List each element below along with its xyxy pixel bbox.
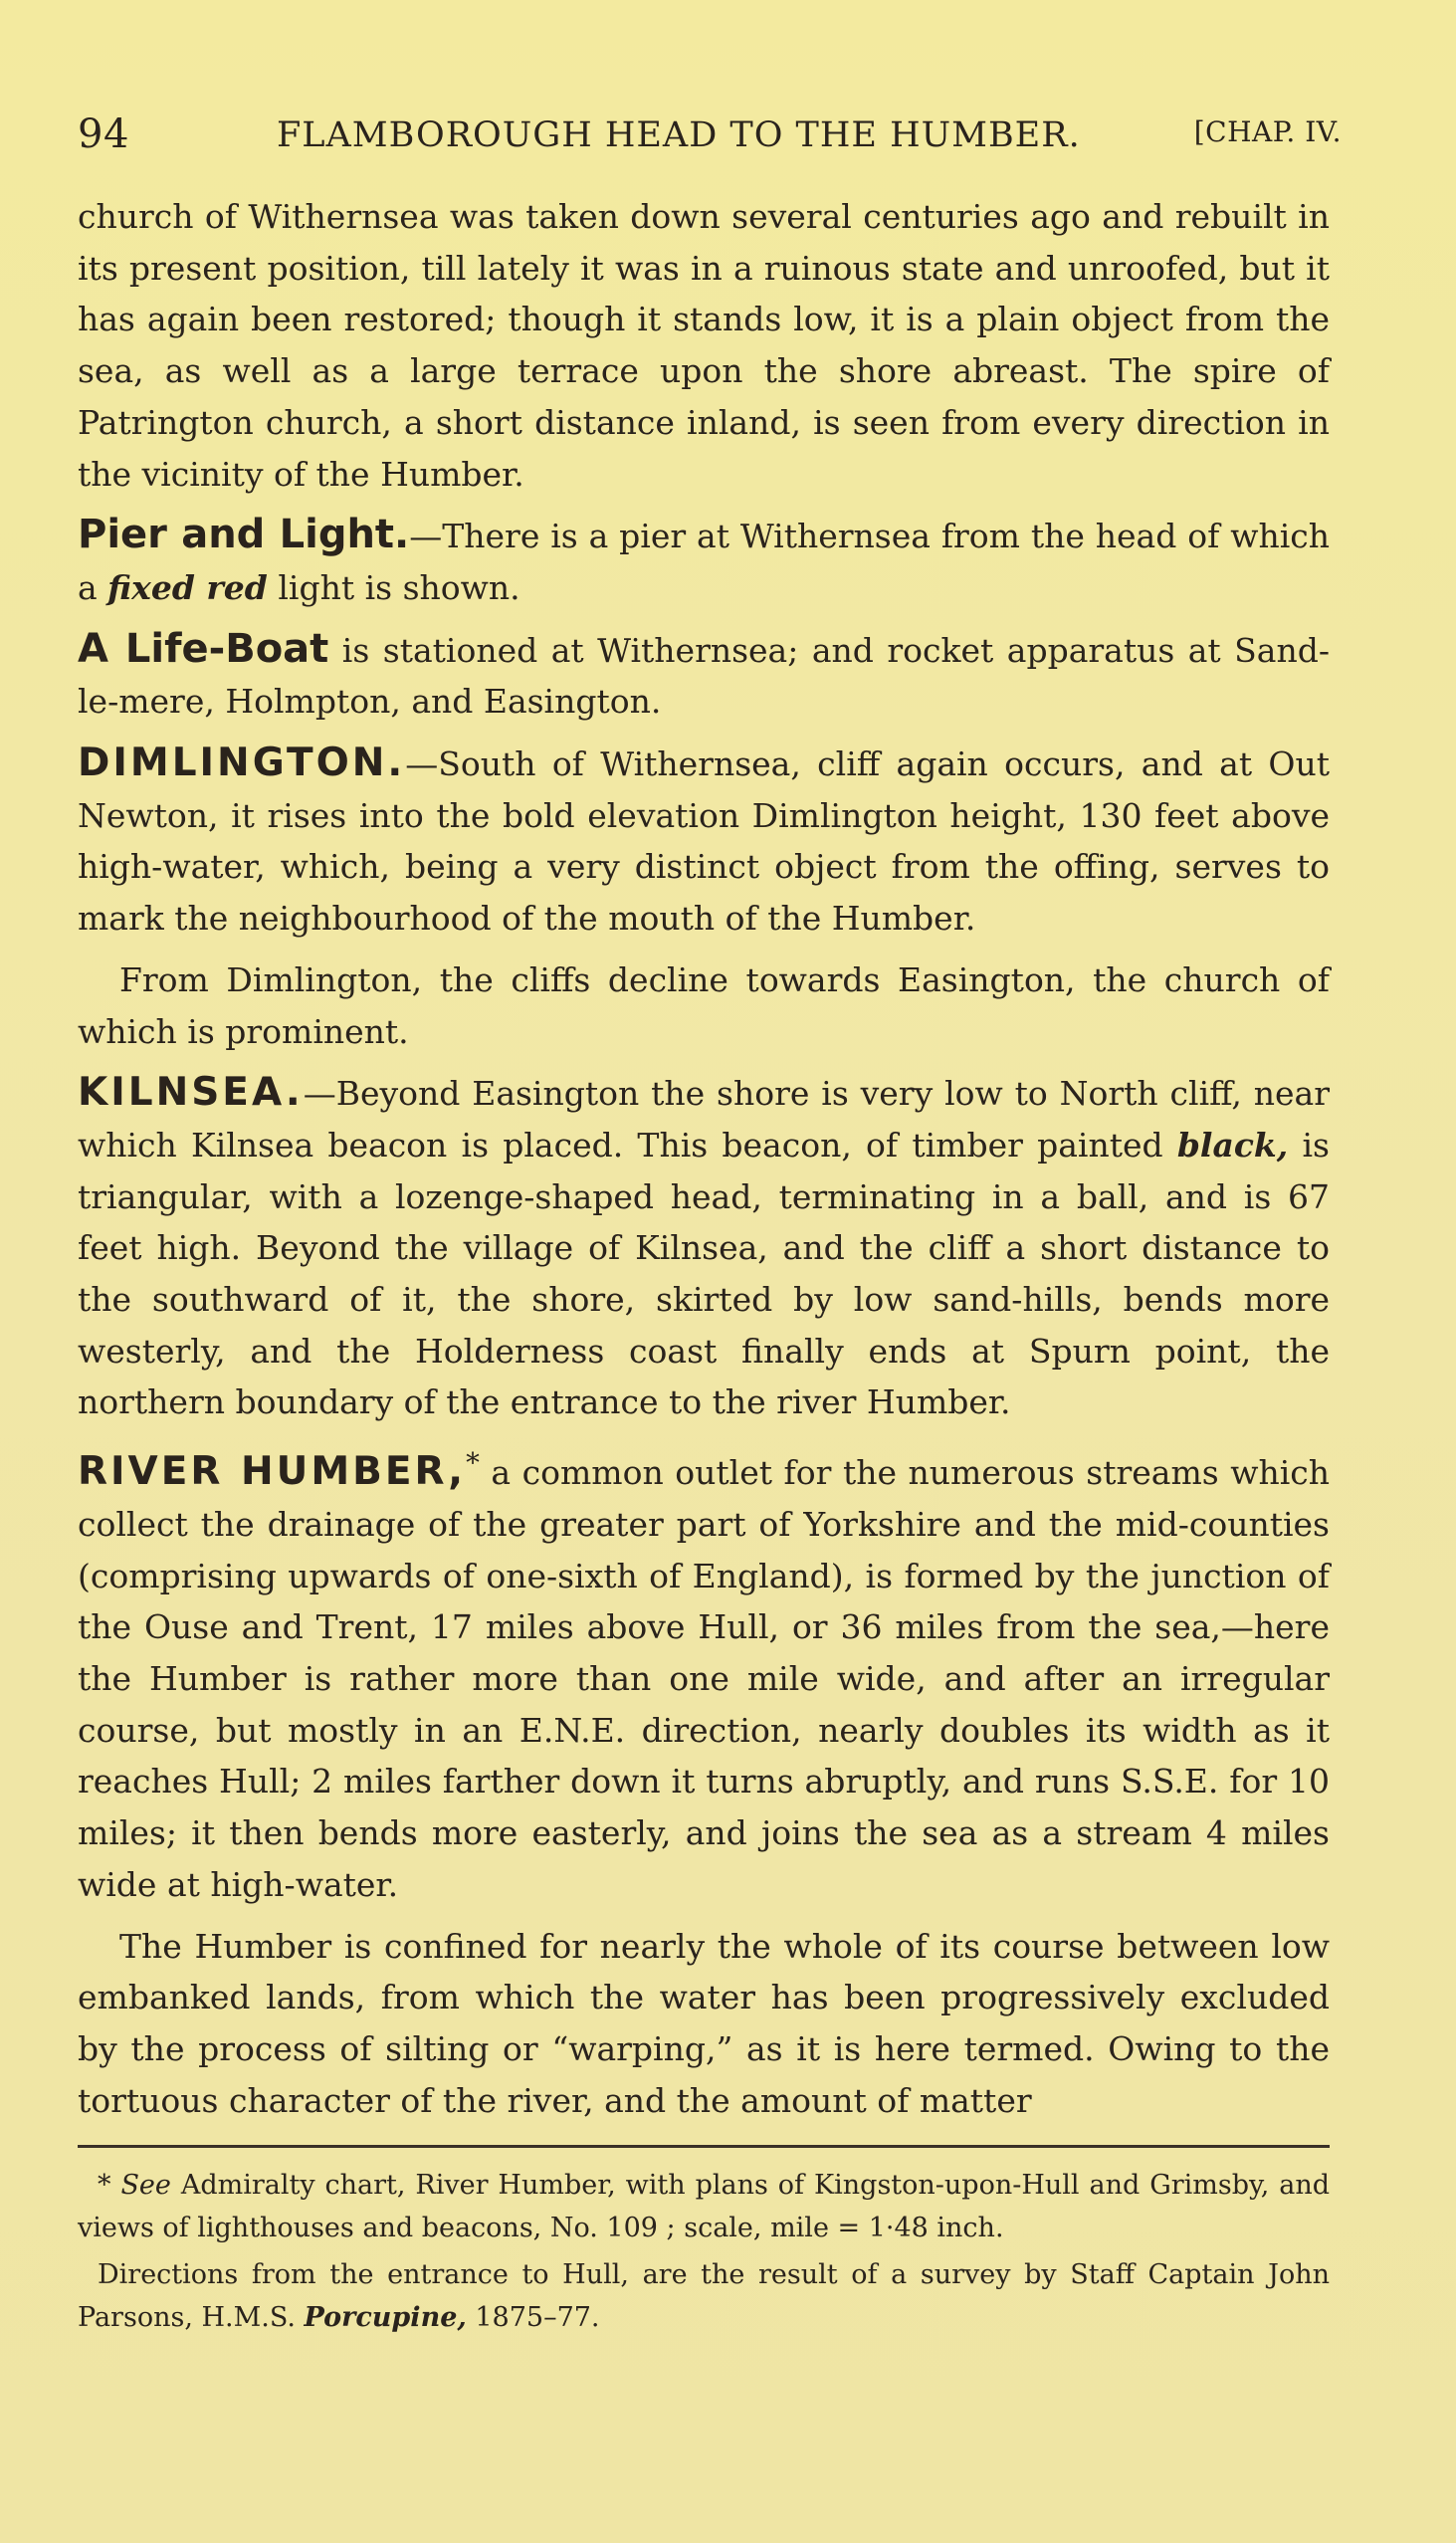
footnote-text: Directions from the entrance to Hull, are the result of a survey by Staff Captain John Parsons, H.M.S. — [78, 2259, 1330, 2333]
section-heading-pier-and-light: Pier and Light. — [78, 512, 410, 558]
paragraph-pier-and-light — [78, 510, 1330, 613]
footnote-reference[interactable]: * — [466, 1447, 480, 1480]
footnote-text: 1875–77. — [466, 2302, 600, 2333]
paragraph-text: —South of Withernsea, cliff again occurs, and at Out Newton, it rises into the bold elevation Dimlington height, 130 feet above high-water, which, being a very distinct object from the offing, serves to mark the neighbourhood of the mouth of the Humber. — [78, 744, 1330, 939]
footnote-ship-name: Porcupine, — [304, 2302, 467, 2333]
page-number: 94 — [78, 111, 129, 157]
paragraph-easington — [78, 954, 1330, 1057]
section-heading-kilnsea: KILNSEA. — [78, 1070, 304, 1116]
paragraph-kilnsea — [78, 1067, 1330, 1428]
paragraph-text: The Humber is confined for nearly the whole of its course between low embanked lands, from which the water has been progressively excluded by the process of silting or “warping,” as it is here termed. Owing to the tortuous character of the river, and the amount of matter — [78, 1926, 1330, 2120]
paragraph-humber-course — [78, 1921, 1330, 2127]
paragraph-dimlington — [78, 738, 1330, 945]
section-heading-dimlington: DIMLINGTON. — [78, 741, 406, 786]
section-heading-river-humber: RIVER HUMBER, — [78, 1449, 467, 1495]
emphasis-fixed-red: fixed red — [107, 567, 268, 607]
paragraph-river-humber — [78, 1438, 1330, 1910]
paragraph-text: light is shown. — [267, 567, 520, 607]
emphasis-black: black, — [1176, 1125, 1289, 1165]
footnote-text: Admiralty chart, River Humber, with plans of Kingston-upon-Hull and Grimsby, and views of lighthouses and beacons, No. 109 ; scale, mile = 1·48 inch. — [78, 2170, 1330, 2243]
footnote-see: See — [120, 2170, 171, 2201]
running-header — [78, 111, 1342, 161]
chapter-label: [CHAP. IV. — [1193, 115, 1342, 148]
section-heading-life-boat: A Life-Boat — [78, 625, 329, 672]
footnote-line — [78, 2164, 1330, 2249]
paragraph-text: a common outlet for the numerous streams which collect the drainage of the greater part of Yorkshire and the mid-counties (comprising upwards of one-sixth of England), is formed by the junction of the Ouse and Trent, 17 miles above Hull, or 36 miles from the sea,—here the Humber is rather more than one mile wide, and after an irregular course, but mostly in an E.N.E. direction, nearly doubles its width as it reaches Hull; 2 miles farther down it turns abruptly, and runs S.S.E. for 10 miles; it then bends more easterly, and joins the sea as a stream 4 miles wide at high-water. — [78, 1453, 1331, 1904]
footnote-mark: * — [98, 2170, 121, 2201]
paragraph-life-boat — [78, 624, 1330, 728]
paragraph-text: is stationed at Withernsea; and rocket apparatus at Sand-le-mere, Holmpton, and Easington. — [78, 630, 1330, 722]
paragraph-text: —Beyond Easington the shore is very low to North cliff, near which Kilnsea beacon is placed. This beacon, of timber painted — [78, 1074, 1330, 1165]
paragraph-text: From Dimlington, the cliffs decline towards Easington, the church of which is prominent. — [78, 959, 1330, 1051]
footnote-divider — [78, 2145, 1330, 2148]
page-body — [78, 191, 1330, 2136]
footnote-line — [78, 2253, 1330, 2339]
paragraph-text: is triangular, with a lozenge-shaped head, terminating in a ball, and is 67 feet high. Beyond the village of Kilnsea, and the cliff a short distance to the southward of it, the shore, skirted by low sand-hills, bends more westerly, and the Holderness coast finally ends at Spurn point, the northern boundary of the entrance to the river Humber. — [78, 1125, 1330, 1422]
running-title: FLAMBOROUGH HEAD TO THE HUMBER. — [277, 115, 1081, 155]
paragraph-text: —There is a pier at Withernsea from the head of which a — [78, 517, 1330, 607]
paragraph-withernsea-church — [78, 191, 1330, 500]
paragraph-text: church of Withernsea was taken down several centuries ago and rebuilt in its present position, till lately it was in a ruinous state and unroofed, but it has again been restored; though it stands low, it is a plain object from the sea, as well as a large terrace upon the shore abreast. The spire of Patrington church, a short distance inland, is seen from every direction in the vicinity of the Humber. — [78, 197, 1330, 494]
footnote — [78, 2164, 1330, 2343]
